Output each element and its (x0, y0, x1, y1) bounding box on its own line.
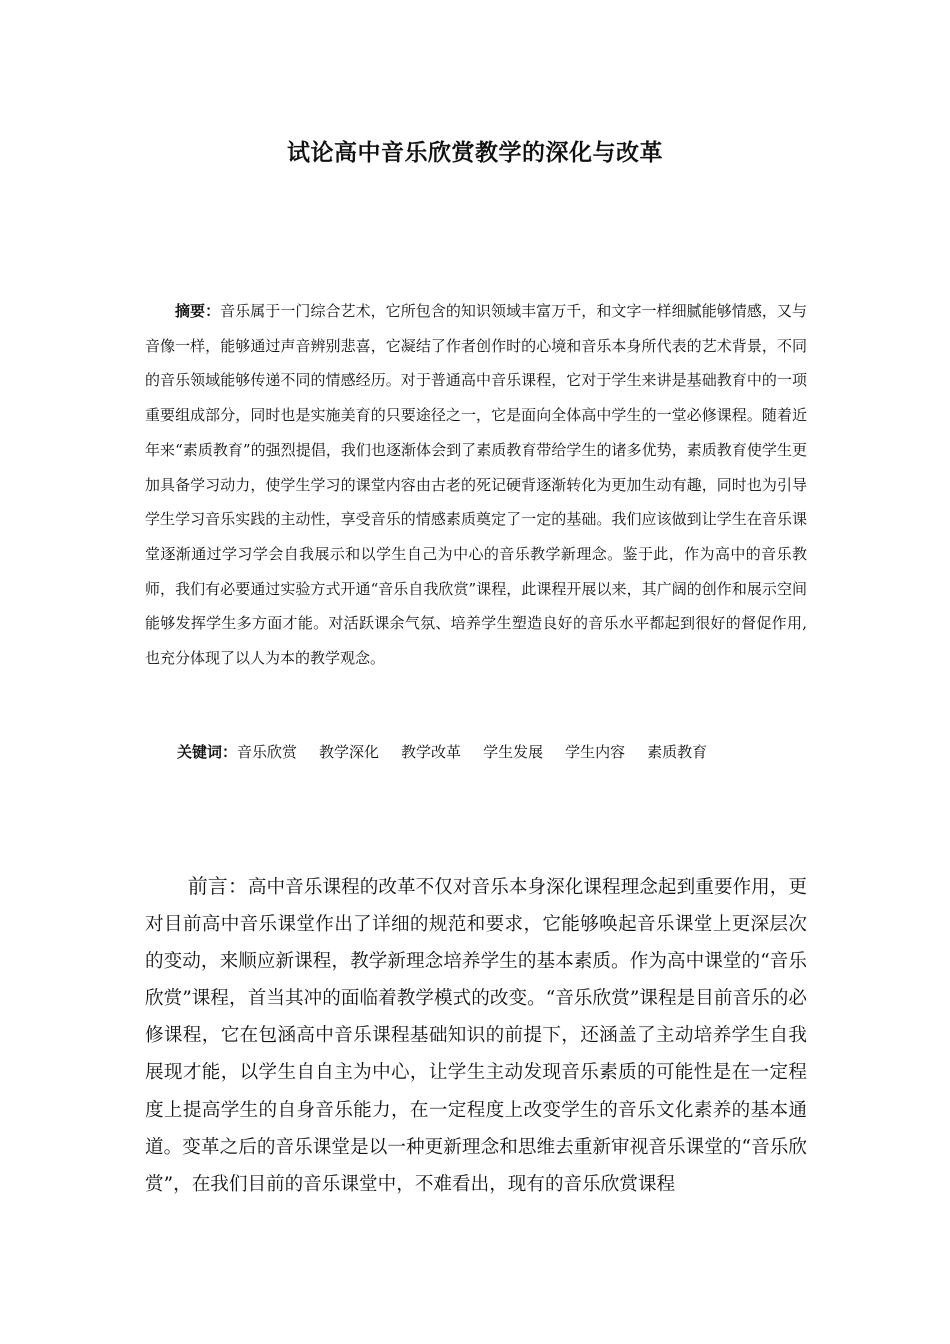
abstract-text: 音乐属于一门综合艺术，它所包含的知识领域丰富万千，和文字一样细腻能够情感，又与音像一样，能够通过声音辨别悲喜，它凝结了作者创作时的心境和音乐本身所代表的艺术背景，不同的音乐领域能够传递不同的情感经历。对于普通高中音乐课程，它对于学生来讲是基础教育中的一项重要组成部分，同时也是实施美育的只要途径之一，它是面向全体高中学生的一堂必修课程。随着近年来“素质教育”的强烈提倡，我们也逐渐体会到了素质教育带给学生的诸多优势，素质教育使学生更加具备学习动力，使学生学习的课堂内容由古老的死记硬背逐渐转化为更加生动有趣，同时也为引导学生学习音乐实践的主动性，享受音乐的情感素质奠定了一定的基础。我们应该做到让学生在音乐课堂逐渐通过学习学会自我展示和以学生自己为中心的音乐教学新理念。鉴于此，作为高中的音乐教师，我们有必要通过实验方式开通“音乐自我欣赏”课程，此课程开展以来，其广阔的创作和展示空间能够发挥学生多方面才能。对活跃课余气氛、培养学生塑造良好的音乐水平都起到很好的督促作用,也充分体现了以人为本的教学观念。 (145, 302, 807, 668)
keyword-item: 素质教育 (647, 743, 708, 761)
keywords-line (177, 737, 817, 767)
keyword-item: 学生内容 (565, 743, 626, 761)
preface-label: 前言： (187, 874, 248, 898)
keyword-item: 学生发展 (483, 743, 544, 761)
document-title: 试论高中音乐欣赏教学的深化与改革 (287, 140, 663, 166)
preface-text: 高中音乐课程的改革不仅对音乐本身深化课程理念起到重要作用，更对目前高中音乐课堂作出了详细的规范和要求，它能够唤起音乐课堂上更深层次的变动，来顺应新课程，教学新理念培养学生的基本素质。作为高中课堂的“音乐欣赏”课程，首当其冲的面临着教学模式的改变。“音乐欣赏”课程是目前音乐的必修课程，它在包涵高中音乐课程基础知识的前提下，还涵盖了主动培养学生自我展现才能，以学生自自主为中心，让学生主动发现音乐素质的可能性是在一定程度上提高学生的自身音乐能力，在一定程度上改变学生的音乐文化素养的基本通道。变革之后的音乐课堂是以一种更新理念和思维去重新审视音乐课堂的“音乐欣赏”，在我们目前的音乐课堂中，不难看出，现有的音乐欣赏课程 (145, 877, 807, 1195)
keyword-item: 教学改革 (401, 743, 462, 761)
preface-paragraph (145, 868, 807, 1203)
abstract-label: 摘要： (175, 302, 221, 320)
keyword-item: 音乐欣赏 (237, 743, 298, 761)
keyword-item: 教学深化 (319, 743, 380, 761)
abstract-paragraph (145, 294, 807, 676)
keywords-label: 关键词： (177, 743, 238, 761)
